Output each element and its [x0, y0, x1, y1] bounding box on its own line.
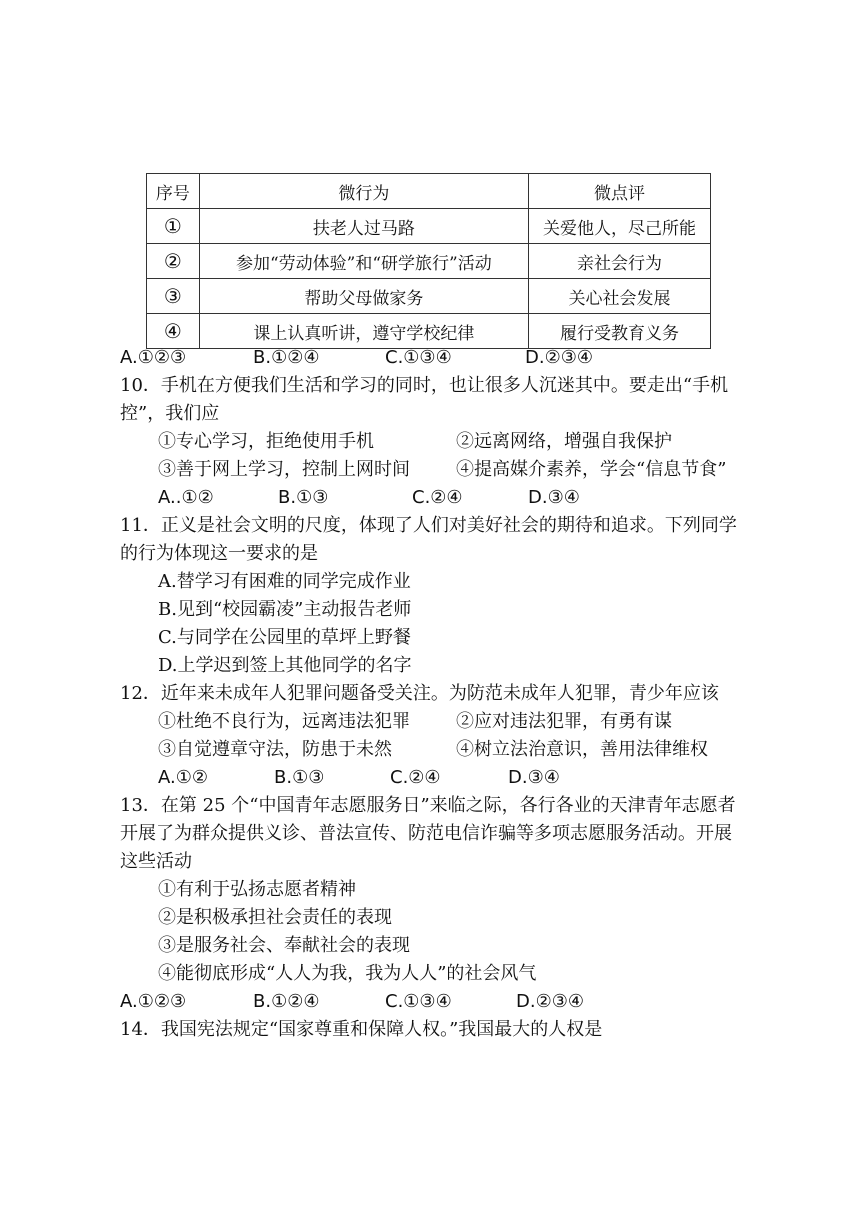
q10-stem-line-2: 控”，我们应: [120, 403, 220, 424]
q9-option-c: C.①③④: [385, 347, 452, 368]
q12-option-b: B.①③: [274, 767, 325, 788]
q10-option-d: D.③④: [528, 487, 580, 508]
q13-option-a: A.①②③: [120, 991, 187, 1012]
q10-option-b: B.①③: [278, 487, 329, 508]
q13-option-b: B.①②④: [253, 991, 320, 1012]
table-cell: 课上认真听讲，遵守学校纪律: [199, 314, 528, 349]
header-cell: 微点评: [528, 174, 710, 209]
table-row: [147, 279, 711, 314]
q11-option-c: C.与同学在公园里的草坪上野餐: [158, 627, 411, 648]
q13-item-3: ③是服务社会、奉献社会的表现: [158, 935, 410, 956]
table-cell: 亲社会行为: [528, 244, 710, 279]
table-cell: ①: [147, 209, 200, 244]
table-cell: 关爱他人，尽己所能: [528, 209, 710, 244]
table-header-row: [147, 174, 711, 209]
q12-option-a: A.①②: [158, 767, 208, 788]
table-row: [147, 209, 711, 244]
table-cell: ④: [147, 314, 200, 349]
q10-option-c: C.②④: [412, 487, 463, 508]
q12-option-d: D.③④: [508, 767, 560, 788]
behavior-table: [146, 173, 711, 349]
q10-item-1: ①专心学习，拒绝使用手机: [158, 431, 374, 452]
q12-stem: 12．近年来未成年人犯罪问题备受关注。为防范未成年人犯罪，青少年应该: [120, 683, 719, 704]
q12-item-1: ①杜绝不良行为，远离违法犯罪: [158, 711, 410, 732]
header-cell: 微行为: [199, 174, 528, 209]
q9-option-d: D.②③④: [525, 347, 593, 368]
table-cell: ②: [147, 244, 200, 279]
q9-option-b: B.①②④: [253, 347, 320, 368]
q14-stem: 14．我国宪法规定“国家尊重和保障人权。”我国最大的人权是: [120, 1019, 603, 1040]
table-cell: 扶老人过马路: [199, 209, 528, 244]
q13-item-1: ①有利于弘扬志愿者精神: [158, 879, 356, 900]
q13-item-4: ④能彻底形成“人人为我，我为人人”的社会风气: [158, 963, 537, 984]
q10-item-4: ④提高媒介素养，学会“信息节食”: [456, 459, 727, 480]
q11-stem-line-1: 11．正义是社会文明的尺度，体现了人们对美好社会的期待和追求。下列同学: [120, 515, 737, 536]
table-cell: 帮助父母做家务: [199, 279, 528, 314]
q9-option-a: A.①②③: [120, 347, 187, 368]
q13-stem-line-1: 13．在第 25 个“中国青年志愿服务日”来临之际，各行各业的天津青年志愿者: [120, 795, 736, 816]
table-cell: ③: [147, 279, 200, 314]
q13-item-2: ②是积极承担社会责任的表现: [158, 907, 392, 928]
q12-item-3: ③自觉遵章守法，防患于未然: [158, 739, 392, 760]
header-cell: 序号: [147, 174, 200, 209]
q11-option-b: B.见到“校园霸凌”主动报告老师: [158, 599, 412, 620]
q10-stem-line-1: 10．手机在方便我们生活和学习的同时，也让很多人沉迷其中。要走出“手机: [120, 375, 729, 396]
q13-stem-line-3: 这些活动: [120, 851, 192, 872]
q13-stem-line-2: 开展了为群众提供义诊、普法宣传、防范电信诈骗等多项志愿服务活动。开展: [120, 823, 732, 844]
q12-item-4: ④树立法治意识，善用法律维权: [456, 739, 708, 760]
q12-item-2: ②应对违法犯罪，有勇有谋: [456, 711, 672, 732]
q10-item-3: ③善于网上学习，控制上网时间: [158, 459, 410, 480]
q11-stem-line-2: 的行为体现这一要求的是: [120, 543, 318, 564]
q10-item-2: ②远离网络，增强自我保护: [456, 431, 672, 452]
q10-option-a: A..①②: [158, 487, 214, 508]
table-cell: 参加“劳动体验”和“研学旅行”活动: [199, 244, 528, 279]
q13-option-d: D.②③④: [516, 991, 584, 1012]
q11-option-d: D.上学迟到签上其他同学的名字: [158, 655, 412, 676]
table-cell: 履行受教育义务: [528, 314, 710, 349]
q12-option-c: C.②④: [390, 767, 441, 788]
q11-option-a: A.替学习有困难的同学完成作业: [158, 571, 411, 592]
table-row: [147, 244, 711, 279]
table-cell: 关心社会发展: [528, 279, 710, 314]
q13-option-c: C.①③④: [385, 991, 452, 1012]
